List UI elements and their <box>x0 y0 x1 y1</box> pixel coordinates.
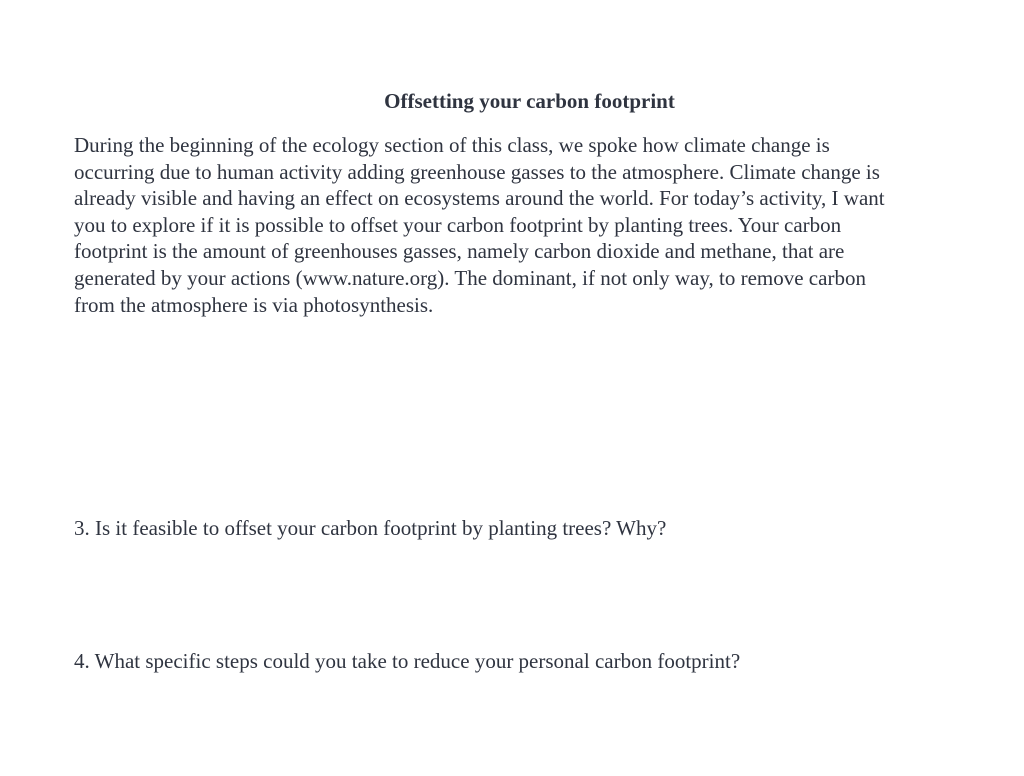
intro-line: footprint is the amount of greenhouses gasses, namely carbon dioxide and methane, that are <box>74 239 845 264</box>
intro-line: from the atmosphere is via photosynthesis. <box>74 292 434 317</box>
intro-line: occurring due to human activity adding greenhouse gasses to the atmosphere. Climate change is <box>74 159 880 184</box>
question-3: 3. Is it feasible to offset your carbon footprint by planting trees? Why? <box>74 516 667 540</box>
document-title: Offsetting your carbon footprint <box>384 89 675 113</box>
question-4: 4. What specific steps could you take to reduce your personal carbon footprint? <box>74 649 741 673</box>
intro-paragraph <box>74 132 989 318</box>
intro-line: you to explore if it is possible to offset your carbon footprint by planting trees. Your carbon <box>74 212 842 237</box>
intro-line: During the beginning of the ecology section of this class, we spoke how climate change is <box>74 133 830 157</box>
intro-line: generated by your actions (www.nature.org). The dominant, if not only way, to remove carbon <box>74 265 866 290</box>
intro-line: already visible and having an effect on ecosystems around the world. For today’s activity, I want <box>74 186 885 211</box>
